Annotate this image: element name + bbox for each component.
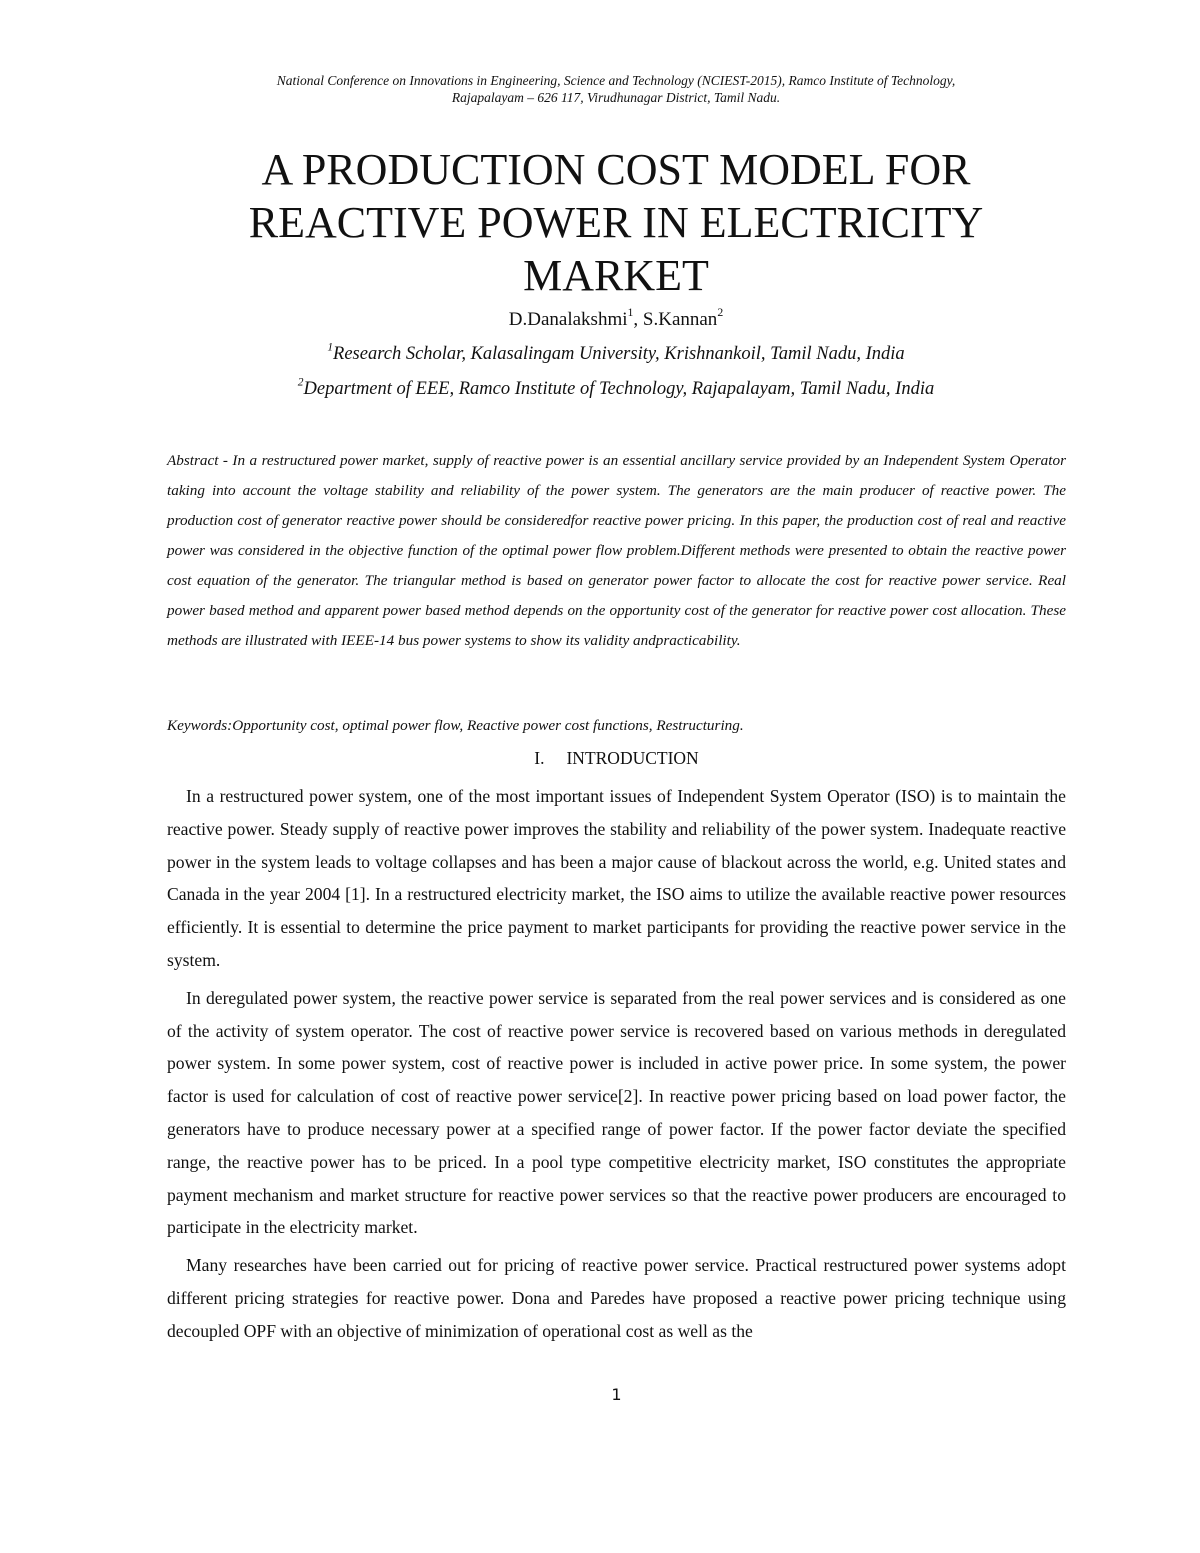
author-name: S.Kannan bbox=[642, 309, 718, 330]
paper-title-line-3: MARKET bbox=[523, 251, 709, 300]
section-title: INTRODUCTION bbox=[566, 748, 699, 768]
author-affiliation-mark: 2 bbox=[717, 306, 724, 320]
section-number: I. bbox=[534, 748, 545, 768]
conference-header-line-2: Rajapalayam – 626 117, Virudhunagar District, Tamil Nadu. bbox=[451, 90, 781, 105]
paper-title bbox=[120, 143, 1112, 302]
affiliation-text: Department of EEE, Ramco Institute of Technology, Rajapalayam, Tamil Nadu, India bbox=[303, 379, 935, 399]
abstract: Abstract - In a restructured power market, supply of reactive power is an essential ancillary service provided by an Independent System Operator taking into account the voltage stability and reliability of the power system. The generators are the main producer of reactive power. The production cost of generator reactive power should be consideredfor reactive power pricing. In this paper, the production cost of real and reactive power was considered in the objective function of the optimal power flow problem.Different methods were presented to obtain the reactive power cost equation of the generator. The triangular method is based on generator power factor to allocate the cost for reactive power service. Real power based method and apparent power based method depends on the opportunity cost of the generator for reactive power cost allocation. These methods are illustrated with IEEE-14 bus power systems to show its validity andpracticability. bbox=[167, 452, 1066, 649]
author-list bbox=[120, 307, 1112, 333]
affiliation-mark: 2 bbox=[297, 376, 304, 389]
affiliation-mark: 1 bbox=[327, 341, 334, 354]
author-name: D.Danalakshmi bbox=[508, 309, 628, 330]
conference-header bbox=[160, 72, 1072, 106]
paper-title-line-1: A PRODUCTION COST MODEL FOR bbox=[261, 145, 971, 194]
paragraph: In deregulated power system, the reactive power service is separated from the real power services and is considered as one of the activity of system operator. The cost of reactive power service is recovered based on various methods in deregulated power system. In some power system, cost of reactive power is included in active power price. In some system, the power factor is used for calculation of cost of reactive power service[2]. In reactive power pricing based on load power factor, the generators have to produce necessary power at a specified range of power factor. If the power factor deviate the specified range, the reactive power has to be priced. In a pool type competitive electricity market, ISO constitutes the appropriate payment mechanism and market structure for reactive power services so that the reactive power producers are encouraged to participate in the electricity market. bbox=[167, 987, 1066, 1238]
conference-header-line-1: National Conference on Innovations in Engineering, Science and Technology (NCIEST-2015), Ramco Institute of Technology, bbox=[276, 73, 956, 88]
author-separator: , bbox=[633, 309, 643, 330]
section-heading bbox=[167, 745, 1066, 771]
affiliation-2 bbox=[120, 377, 1112, 401]
keywords: Keywords:Opportunity cost, optimal power flow, Reactive power cost functions, Restructuring. bbox=[167, 717, 744, 734]
paragraph: In a restructured power system, one of the most important issues of Independent System Operator (ISO) is to maintain the reactive power. Steady supply of reactive power improves the stability and reliability of the power system. Inadequate reactive power in the system leads to voltage collapses and has been a major cause of blackout across the world, e.g. United states and Canada in the year 2004 [1]. In a restructured electricity market, the ISO aims to utilize the available reactive power resources efficiently. It is essential to determine the price payment to market participants for providing the reactive power service in the system. bbox=[167, 786, 1066, 970]
paper-title-line-2: REACTIVE POWER IN ELECTRICITY bbox=[248, 198, 984, 247]
page-number: 1 bbox=[611, 1385, 622, 1404]
affiliation-1 bbox=[120, 342, 1112, 366]
paragraph: Many researches have been carried out for pricing of reactive power service. Practical restructured power systems adopt different pricing strategies for reactive power. Dona and Paredes have proposed a reactive power pricing technique using decoupled OPF with an objective of minimization of operational cost as well as the bbox=[167, 1255, 1066, 1341]
author-affiliation-mark: 1 bbox=[627, 306, 634, 320]
body-text bbox=[167, 780, 1066, 1353]
affiliation-text: Research Scholar, Kalasalingam University, Krishnankoil, Tamil Nadu, India bbox=[333, 344, 905, 364]
